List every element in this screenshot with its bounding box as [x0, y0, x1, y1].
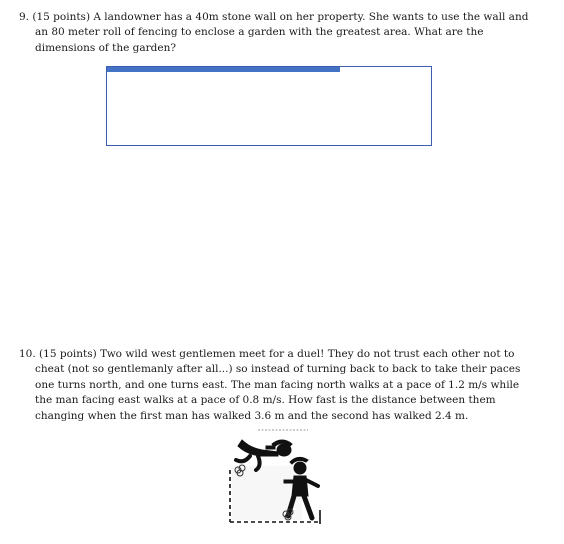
garden-wall-diagram [106, 66, 432, 146]
problem-9-points: (15 points) [32, 11, 91, 23]
problem-10-number: 10. [19, 348, 36, 360]
problem-10-points: (15 points) [39, 348, 97, 360]
problem-9-text-block [19, 10, 531, 56]
problem-9 [19, 10, 531, 56]
problem-10 [19, 347, 531, 424]
duel-gunfighters-icon [222, 426, 332, 534]
problem-10-text: Two wild west gentlemen meet for a duel! They do not trust each other not to cheat (not so gentlemanly after all...) so instead of turning back to back to take their paces one turns north, and one turns east. The man facing north walks at a pace of 1.2 m/s while the man facing east walks at a pace of 0.8 m/s. How fast is the distance between them changing when the first man has walked 3.6 m and the second has walked 2.4 m. [35, 348, 521, 422]
stone-wall-bar [107, 67, 340, 72]
problem-9-text: A landowner has a 40m stone wall on her property. She wants to use the wall and an 80 meter roll of fencing to enclose a garden with the greatest area. What are the dimensions of the garden? [35, 11, 529, 54]
problem-9-number: 9. [19, 11, 30, 23]
problem-10-text-block [19, 347, 531, 424]
